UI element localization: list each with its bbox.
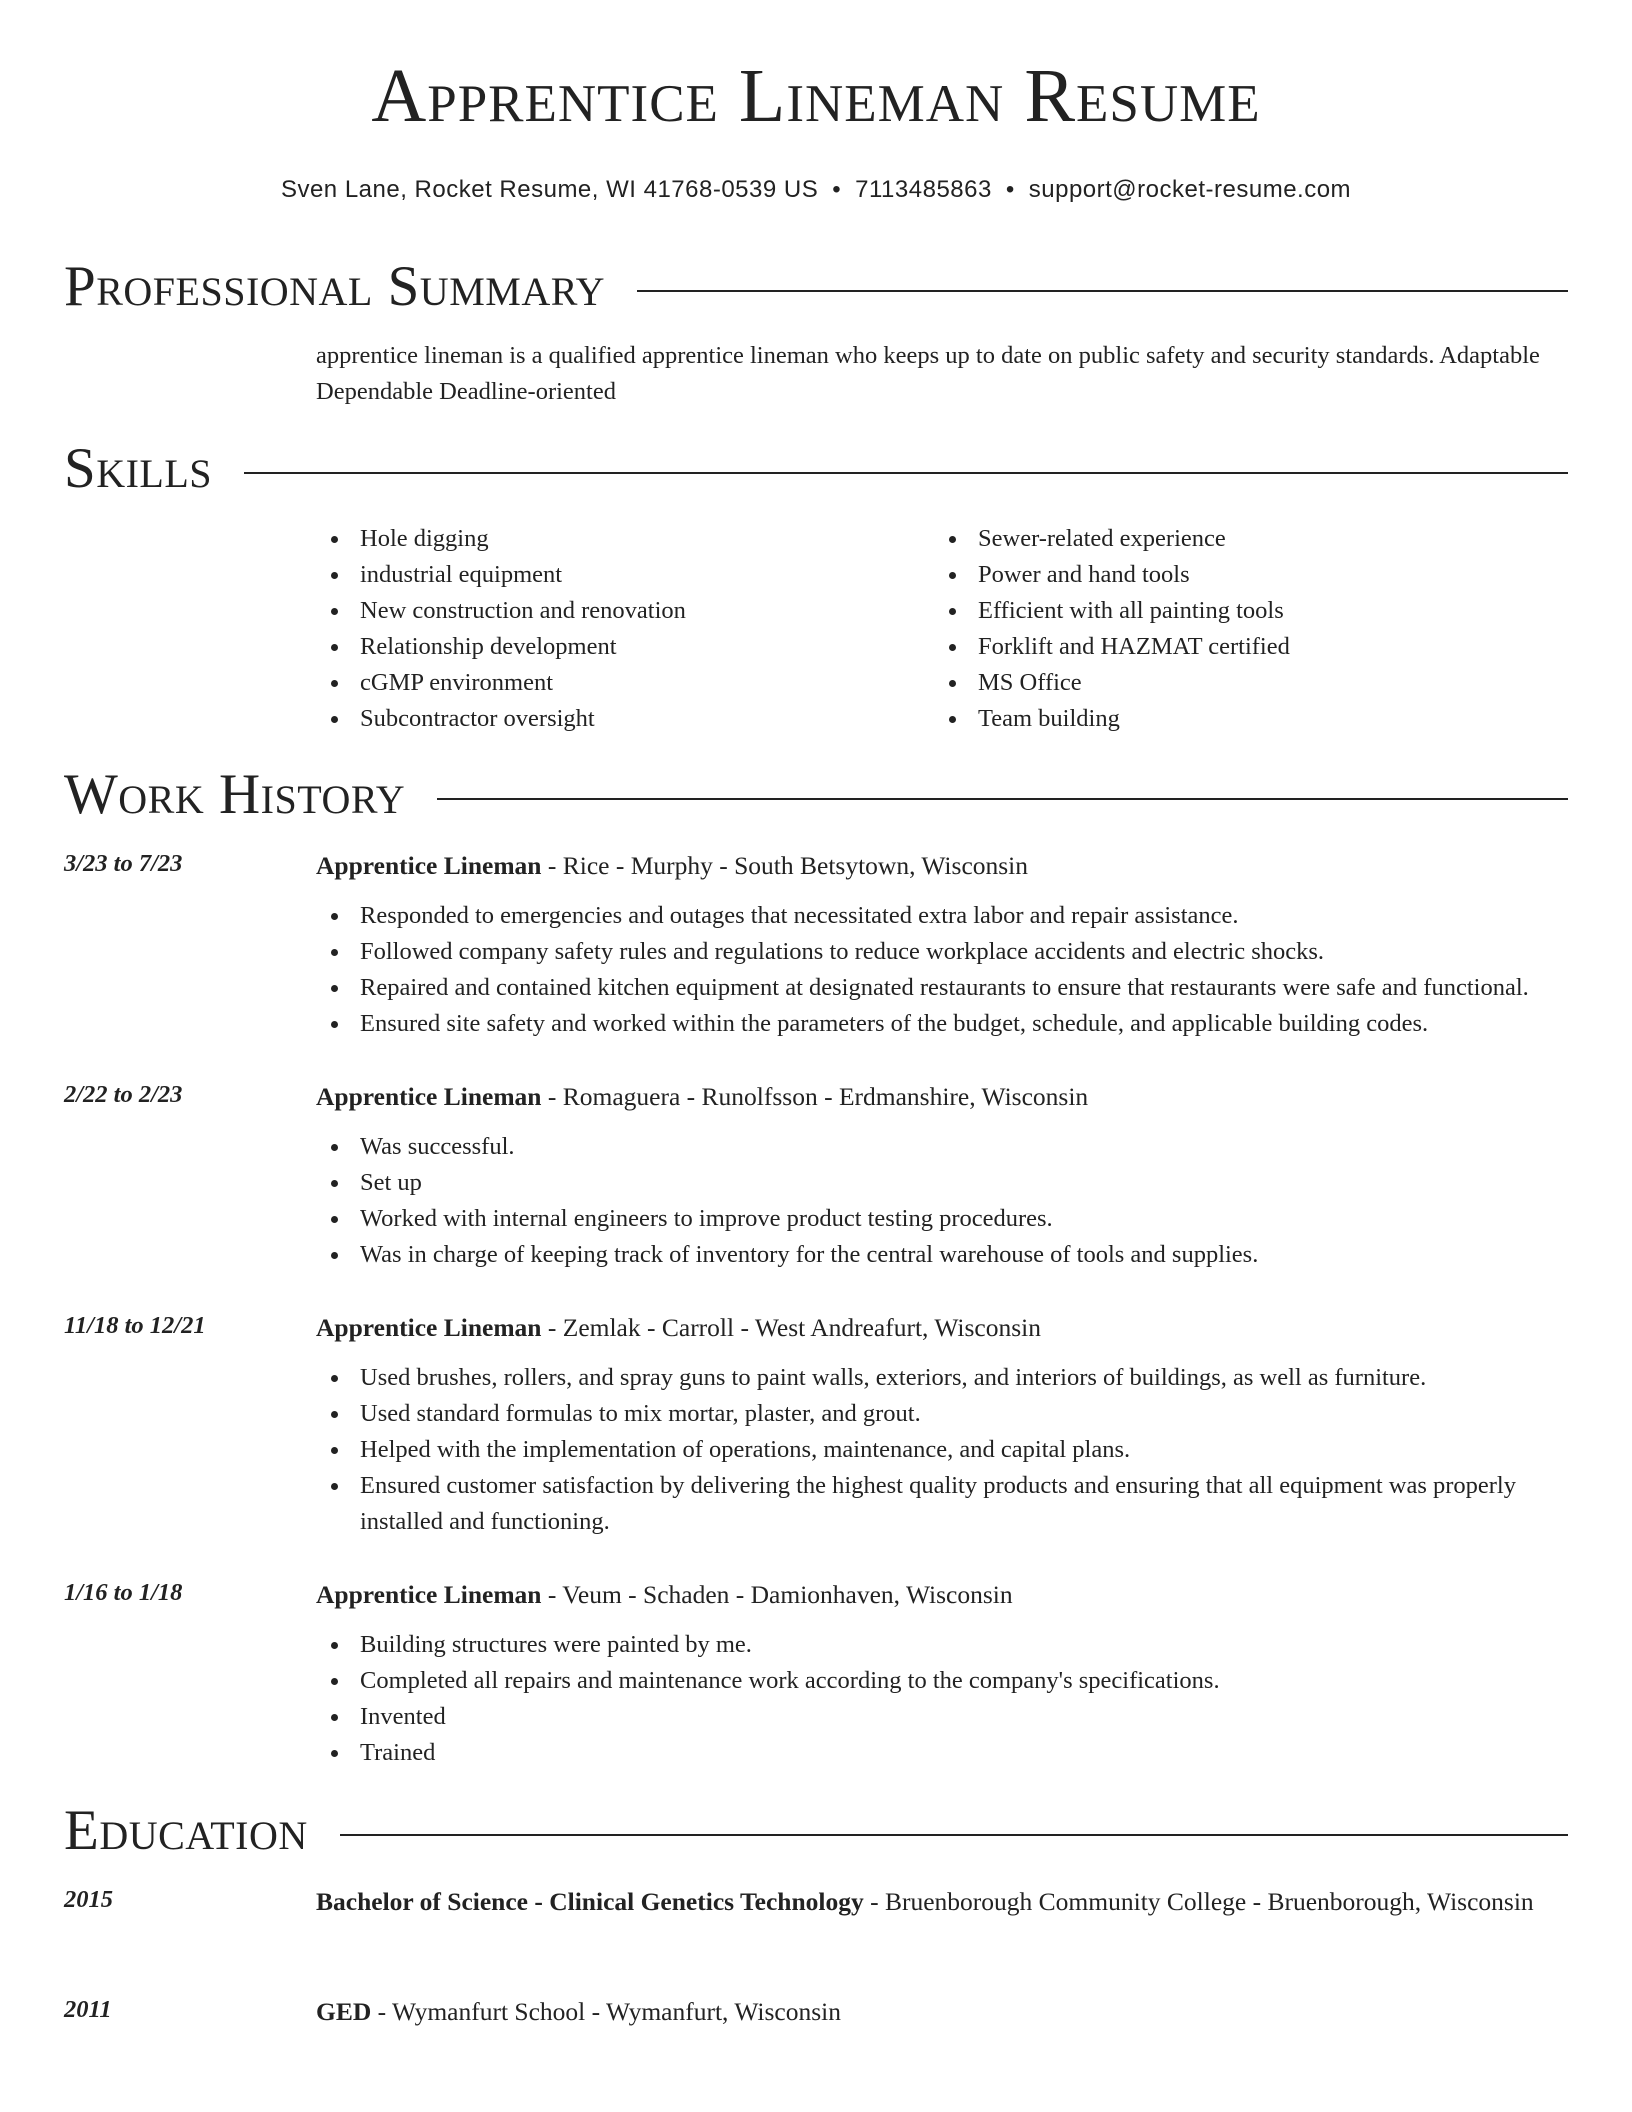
summary-section-header — [64, 255, 1568, 318]
skills-heading: Skills — [64, 437, 213, 500]
section-divider — [637, 290, 1568, 292]
contact-separator: • — [1005, 176, 1015, 203]
job-dates: 1/16 to 1/18 — [64, 1579, 183, 1606]
job-bullet: Building structures were painted by me. — [316, 1627, 1572, 1663]
education-school: - Wymanfurt School - Wymanfurt, Wisconsin — [371, 1997, 841, 2026]
education-entry — [64, 1992, 1572, 2032]
skills-list — [316, 521, 1572, 737]
skill-item: Relationship development — [316, 629, 934, 665]
job-employer: - Romaguera - Runolfsson - Erdmanshire, Wisconsin — [541, 1082, 1089, 1111]
summary-text: apprentice lineman is a qualified apprentice lineman who keeps up to date on public safety and security standards. Adaptable Dependable Deadline-oriented — [316, 342, 1540, 405]
section-divider — [244, 472, 1568, 474]
education-header — [316, 1882, 1572, 1922]
skills-section-header — [64, 437, 1568, 500]
job-bullet: Was in charge of keeping track of inventory for the central warehouse of tools and supplies. — [316, 1237, 1572, 1273]
job-title: Apprentice Lineman — [316, 851, 542, 880]
job-dates: 3/23 to 7/23 — [64, 850, 183, 877]
contact-phone: 7113485863 — [855, 176, 992, 203]
skill-item: industrial equipment — [316, 557, 934, 593]
job-bullets — [316, 1627, 1572, 1771]
education-degree: GED — [316, 1997, 372, 2026]
job-bullet: Ensured site safety and worked within the parameters of the budget, schedule, and applicable building codes. — [316, 1006, 1572, 1042]
skill-item: Power and hand tools — [934, 557, 1552, 593]
skill-item: Sewer-related experience — [934, 521, 1552, 557]
job-bullet: Invented — [316, 1699, 1572, 1735]
job-bullet: Repaired and contained kitchen equipment at designated restaurants to ensure that restaurants were safe and functional. — [316, 970, 1572, 1006]
skill-item: Efficient with all painting tools — [934, 593, 1552, 629]
skill-item: Team building — [934, 701, 1552, 737]
contact-separator: • — [832, 176, 842, 203]
section-divider — [340, 1834, 1568, 1836]
education-header — [316, 1992, 1572, 2032]
work-section-header — [64, 763, 1568, 826]
job-bullet: Was successful. — [316, 1129, 1572, 1165]
education-year: 2015 — [64, 1886, 113, 1913]
skill-item: New construction and renovation — [316, 593, 934, 629]
education-section-header — [64, 1799, 1568, 1862]
skills-column-left — [316, 521, 934, 737]
education-degree: Bachelor of Science - Clinical Genetics Technology — [316, 1887, 864, 1916]
job-bullet: Worked with internal engineers to improve product testing procedures. — [316, 1201, 1572, 1237]
skill-item: Subcontractor oversight — [316, 701, 934, 737]
skills-column-right — [934, 521, 1552, 737]
job-bullet: Ensured customer satisfaction by delivering the highest quality products and ensuring that all equipment was properly installed and functioning. — [316, 1468, 1572, 1540]
education-school: - Bruenborough Community College - Bruenborough, Wisconsin — [863, 1887, 1534, 1916]
job-entry — [64, 846, 1572, 1042]
job-bullet: Trained — [316, 1735, 1572, 1771]
job-bullet: Set up — [316, 1165, 1572, 1201]
job-header — [316, 846, 1572, 886]
contact-line — [0, 176, 1632, 204]
contact-address: Sven Lane, Rocket Resume, WI 41768-0539 US — [280, 176, 819, 203]
work-heading: Work History — [64, 763, 406, 826]
job-bullet: Used standard formulas to mix mortar, plaster, and grout. — [316, 1396, 1572, 1432]
skill-item: Forklift and HAZMAT certified — [934, 629, 1552, 665]
job-employer: - Rice - Murphy - South Betsytown, Wisconsin — [541, 851, 1029, 880]
job-employer: - Veum - Schaden - Damionhaven, Wisconsin — [541, 1580, 1013, 1609]
job-header — [316, 1077, 1572, 1117]
job-bullets — [316, 1360, 1572, 1540]
job-employer: - Zemlak - Carroll - West Andreafurt, Wisconsin — [541, 1313, 1041, 1342]
section-divider — [437, 798, 1568, 800]
education-heading: Education — [64, 1799, 308, 1862]
job-entry — [64, 1575, 1572, 1771]
job-header — [316, 1575, 1572, 1615]
skill-item: cGMP environment — [316, 665, 934, 701]
job-title: Apprentice Lineman — [316, 1313, 542, 1342]
job-dates: 11/18 to 12/21 — [64, 1312, 206, 1339]
job-title: Apprentice Lineman — [316, 1082, 542, 1111]
job-bullet: Used brushes, rollers, and spray guns to paint walls, exteriors, and interiors of buildings, as well as furniture. — [316, 1360, 1572, 1396]
job-bullet: Followed company safety rules and regulations to reduce workplace accidents and electric shocks. — [316, 934, 1572, 970]
job-bullet: Responded to emergencies and outages that necessitated extra labor and repair assistance. — [316, 898, 1572, 934]
job-header — [316, 1308, 1572, 1348]
job-dates: 2/22 to 2/23 — [64, 1081, 183, 1108]
job-entry — [64, 1308, 1572, 1540]
skill-item: MS Office — [934, 665, 1552, 701]
job-bullets — [316, 1129, 1572, 1273]
job-entry — [64, 1077, 1572, 1273]
resume-title: Apprentice Lineman Resume — [371, 54, 1261, 138]
skill-item: Hole digging — [316, 521, 934, 557]
summary-heading: Professional Summary — [64, 255, 606, 318]
education-year: 2011 — [64, 1996, 112, 2023]
education-entry — [64, 1882, 1572, 1922]
job-bullets — [316, 898, 1572, 1042]
contact-email: support@rocket-resume.com — [1028, 176, 1352, 203]
job-bullet: Helped with the implementation of operations, maintenance, and capital plans. — [316, 1432, 1572, 1468]
job-bullet: Completed all repairs and maintenance work according to the company's specifications. — [316, 1663, 1572, 1699]
job-title: Apprentice Lineman — [316, 1580, 542, 1609]
